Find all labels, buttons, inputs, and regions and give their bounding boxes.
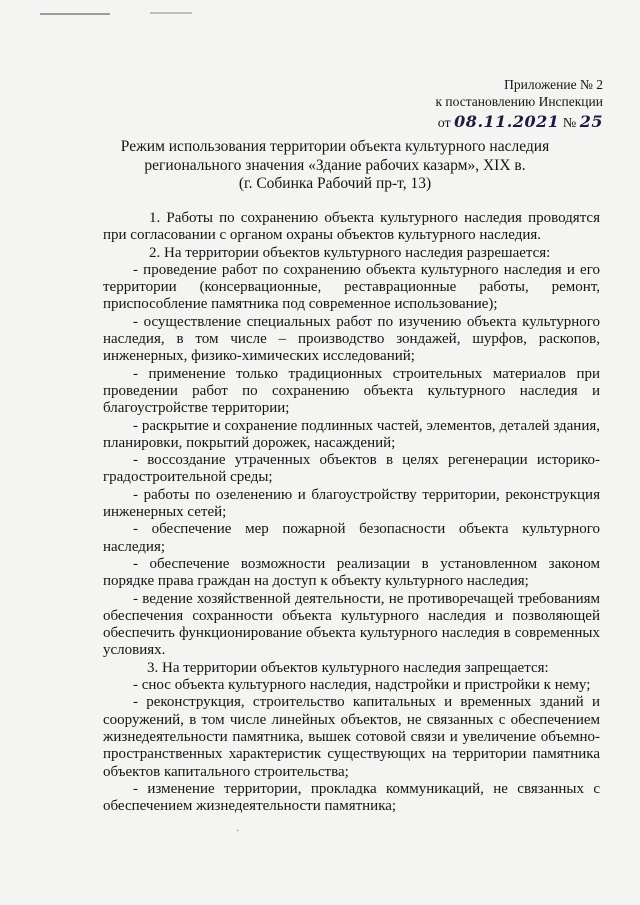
list-item: - работы по озеленению и благоустройству территории, реконструкция инженерных сетей; xyxy=(103,486,600,521)
document-title xyxy=(100,138,570,194)
list-item: - осуществление специальных работ по изучению объекта культурного наследия, в том числе – производство зондажей, шурфов, раскопов, инженерных, физико-химических исследований; xyxy=(103,313,600,365)
list-item: - применение только традиционных строительных материалов при проведении работ по сохранению объекта культурного наследия и благоустройстве территории; xyxy=(103,365,600,417)
list-item: - проведение работ по сохранению объекта культурного наследия и его территории (консервационные, реставрационные работы, ремонт, приспособление памятника под современное использование); xyxy=(103,261,600,313)
list-item: - обеспечение возможности реализации в установленном законом порядке права граждан на доступ к объекту культурного наследия; xyxy=(103,555,600,590)
appendix-header xyxy=(435,76,603,110)
paragraph-3: 3. На территории объектов культурного наследия запрещается: xyxy=(147,659,549,676)
scan-mark xyxy=(150,12,192,14)
title-line: регионального значения «Здание рабочих казарм», XIX в. xyxy=(144,156,526,174)
appendix-number: Приложение № 2 xyxy=(504,77,603,92)
paragraph-1: 1. Работы по сохранению объекта культурного наследия проводятся при согласовании с органом охраны объектов культурного наследия. xyxy=(103,210,600,244)
list-item: - реконструкция, строительство капитальных и временных зданий и сооружений, в том числе линейных объектов, не связанных с обеспечением жизнедеятельности памятника, вышек сотовой связи и увеличение объемно-пространственных характеристик существующих на территории памятника объектов капитального строительства; xyxy=(103,694,600,780)
scan-speck: · xyxy=(236,826,240,837)
date-prefix: от xyxy=(437,116,451,131)
appendix-reference: к постановлению Инспекции xyxy=(435,94,603,109)
date-number-line xyxy=(438,112,603,132)
paragraph-2: 2. На территории объектов культурного наследия разрешается: xyxy=(149,244,551,261)
list-item: - раскрытие и сохранение подлинных частей, элементов, деталей здания, планировки, покрытий дорожек, насаждений; xyxy=(103,417,600,451)
list-item: - обеспечение мер пожарной безопасности объекта культурного наследия; xyxy=(103,521,600,555)
title-line: (г. Собинка Рабочий пр-т, 13) xyxy=(238,175,432,192)
handwritten-number: 25 xyxy=(579,112,603,131)
scan-mark xyxy=(40,13,110,15)
document-body xyxy=(103,210,600,815)
list-item: - воссоздание утраченных объектов в целях регенерации историко-градостроительной среды; xyxy=(103,452,600,486)
handwritten-date: 08.11.2021 xyxy=(454,112,560,131)
list-item: - ведение хозяйственной деятельности, не противоречащей требованиям обеспечения сохранности объекта культурного наследия и позволяющей обеспечить функционирование объекта культурного наследия в современных условиях. xyxy=(103,590,600,659)
list-item: - изменение территории, прокладка коммуникаций, не связанных с обеспечением жизнедеятельности памятника; xyxy=(103,780,600,815)
list-item: - снос объекта культурного наследия, надстройки и пристройки к нему; xyxy=(133,677,591,694)
title-line: Режим использования территории объекта культурного наследия xyxy=(120,138,550,155)
number-label: № xyxy=(562,116,577,131)
